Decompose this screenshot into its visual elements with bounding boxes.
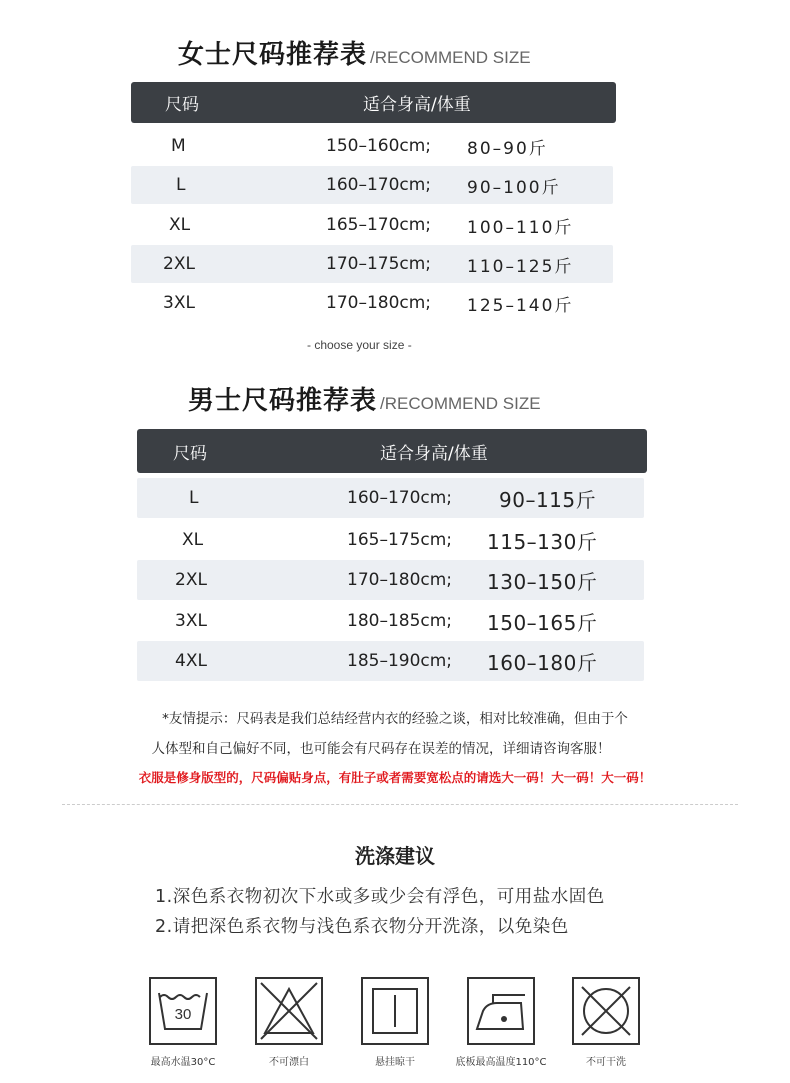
- table-row: [137, 641, 644, 681]
- hang-dry-icon: [361, 977, 429, 1045]
- weight-cell: 110–125斤: [467, 256, 574, 277]
- height-cell: 185–190cm;: [347, 651, 453, 671]
- weight-cell: 115–130斤: [487, 529, 598, 554]
- table-row: [137, 520, 644, 560]
- table-row: [131, 284, 616, 322]
- table-row: [137, 560, 644, 600]
- size-cell: XL: [182, 530, 204, 550]
- wash-30-icon: [149, 977, 217, 1045]
- washing-item-1: 1.深色系衣物初次下水或多或少会有浮色，可用盐水固色: [155, 887, 605, 907]
- height-cell: 170–180cm;: [347, 570, 453, 590]
- height-cell: 160–170cm;: [326, 175, 432, 195]
- women-title-zh: 女士尺码推荐表: [178, 40, 368, 70]
- size-cell: 2XL: [175, 570, 207, 590]
- weight-cell: 90–115斤: [499, 487, 597, 512]
- hang-dry-label: 悬挂晾干: [375, 1057, 415, 1068]
- wash-temp-number: 30: [174, 1006, 192, 1023]
- header-size: 尺码: [165, 95, 199, 115]
- women-size-title: [178, 34, 531, 71]
- weight-cell: 130–150斤: [487, 569, 598, 594]
- washing-item-2: 2.请把深色系衣物与浅色系衣物分开洗涤，以免染色: [155, 917, 569, 937]
- tip-line-2: 人体型和自己偏好不同，也可能会有尺码存在误差的情况，详细请咨询客服！: [151, 741, 611, 757]
- header-fit: 适合身高/体重: [363, 95, 471, 115]
- size-cell: 4XL: [175, 651, 207, 671]
- table-row: [131, 166, 613, 204]
- no-bleach-label: 不可漂白: [269, 1057, 309, 1068]
- height-cell: 165–170cm;: [326, 215, 432, 235]
- size-cell: 3XL: [175, 611, 207, 631]
- size-cell: L: [189, 488, 199, 508]
- weight-cell: 90–100斤: [467, 177, 561, 198]
- table-row: [131, 245, 613, 283]
- fit-warning: 衣服是修身版型的，尺码偏贴身点，有肚子或者需要宽松点的请选大一码！大一码！大一码！: [138, 770, 652, 785]
- size-cell: 2XL: [163, 254, 195, 274]
- wash-30-label: 最高水温30°C: [150, 1057, 216, 1068]
- size-cell: L: [176, 175, 186, 195]
- iron-icon: [467, 977, 535, 1045]
- table-row: [137, 601, 644, 641]
- height-cell: 160–170cm;: [347, 488, 453, 508]
- table-row: [137, 478, 644, 518]
- men-size-title: [188, 380, 541, 417]
- size-cell: XL: [169, 215, 191, 235]
- section-divider: [62, 804, 738, 805]
- header-fit: 适合身高/体重: [380, 443, 488, 464]
- height-cell: 180–185cm;: [347, 611, 453, 631]
- no-bleach-icon: [255, 977, 323, 1045]
- men-table-header: [137, 429, 647, 473]
- size-cell: M: [171, 136, 186, 156]
- height-cell: 150–160cm;: [326, 136, 432, 156]
- table-row: [131, 127, 616, 165]
- table-row: [131, 206, 616, 244]
- size-cell: 3XL: [163, 293, 195, 313]
- choose-size-text: - choose your size -: [307, 338, 412, 352]
- header-size: 尺码: [173, 443, 207, 464]
- washing-title: 洗涤建议: [355, 844, 435, 868]
- weight-cell: 80–90斤: [467, 138, 548, 159]
- women-table-header: [131, 82, 616, 123]
- weight-cell: 160–180斤: [487, 650, 598, 675]
- no-dry-clean-label: 不可干洗: [586, 1057, 626, 1068]
- height-cell: 165–175cm;: [347, 530, 453, 550]
- weight-cell: 150–165斤: [487, 610, 598, 635]
- tip-line-1: *友情提示：尺码表是我们总结经营内衣的经验之谈，相对比较准确，但由于个: [162, 711, 628, 727]
- weight-cell: 100–110斤: [467, 217, 574, 238]
- height-cell: 170–175cm;: [326, 254, 432, 274]
- iron-label: 底板最高温度110°C: [455, 1057, 547, 1068]
- no-dry-clean-icon: [572, 977, 640, 1045]
- weight-cell: 125–140斤: [467, 295, 574, 316]
- height-cell: 170–180cm;: [326, 293, 432, 313]
- women-title-en: /RECOMMEND SIZE: [370, 48, 531, 67]
- men-title-en: /RECOMMEND SIZE: [380, 394, 541, 413]
- men-title-zh: 男士尺码推荐表: [188, 386, 378, 416]
